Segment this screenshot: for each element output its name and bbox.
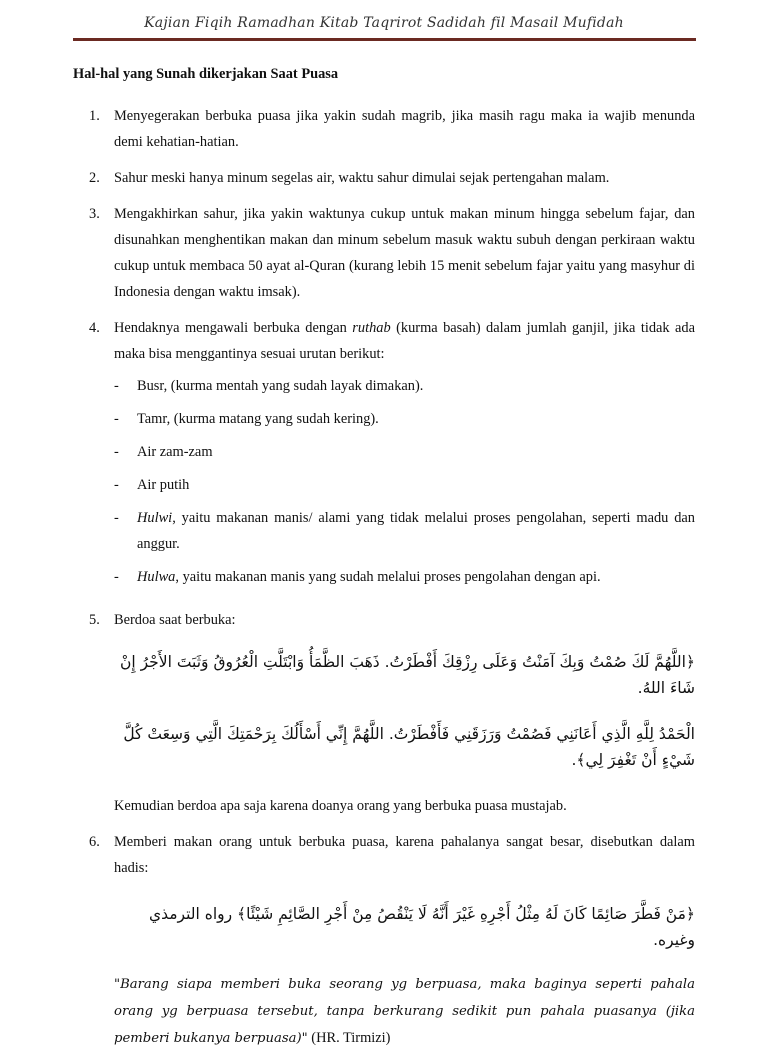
item-number: 3.	[89, 206, 100, 222]
item-number: 4.	[89, 320, 100, 336]
list-item	[73, 829, 695, 1052]
item-number: 2.	[89, 170, 100, 186]
sub-item-text: Air zam-zam	[137, 444, 213, 460]
sub-item-italic: Hulwa	[137, 569, 176, 585]
doa-arabic-line: ﴿اللَّهُمَّ لَكَ صُمْتُ وَبِكَ آمَنْتُ وَعَلَى رِزْقِكَ أَفْطَرْتُ. ذَهَبَ الظَّمَأُ وَابْتَلَّتِ الْعُرُوقُ وَثَبَتَ الأَجْرُ إِنْ شَاءَ اللهُ.	[120, 653, 695, 697]
list-item	[73, 165, 695, 191]
doa-arabic	[114, 649, 695, 773]
dash-bullet: -	[114, 411, 119, 427]
item-number: 1.	[89, 108, 100, 124]
running-header: Kajian Fiqih Ramadhan Kitab Taqrirot Sadidah fil Masail Mufidah	[144, 15, 624, 31]
doa-note: Kemudian berdoa apa saja karena doanya orang yang berbuka puasa mustajab.	[114, 798, 567, 814]
section-title: Hal-hal yang Sunah dikerjakan Saat Puasa	[73, 66, 339, 82]
sub-item-italic: Hulwi	[137, 510, 173, 526]
item-number: 6.	[89, 834, 100, 850]
sub-list-item	[73, 439, 695, 465]
list-item	[73, 103, 695, 155]
dash-bullet: -	[114, 378, 119, 394]
sub-item-text: , yaitu makanan manis/ alami yang tidak melalui proses pengolahan, seperti madu dan anggur.	[137, 510, 695, 552]
breaking-fast-order-list	[73, 373, 695, 590]
item-text-part: (kurma basah) dalam jumlah ganjil, jika tidak ada maka bisa menggantinya sesuai urutan berikut:	[114, 320, 696, 362]
sub-list-item	[73, 505, 695, 557]
dash-bullet: -	[114, 569, 119, 585]
sub-item-text: , yaitu makanan manis yang sudah melalui proses pengolahan dengan api.	[175, 569, 601, 585]
sub-item-text: Busr, (kurma mentah yang sudah layak dimakan).	[137, 378, 424, 394]
dash-bullet: -	[114, 477, 119, 493]
item-text-part: Hendaknya mengawali berbuka dengan	[114, 320, 353, 336]
hadith-translation	[114, 971, 695, 1052]
list-item	[73, 607, 695, 819]
sunnah-list	[73, 103, 695, 1052]
sub-item-text: Air putih	[137, 477, 190, 493]
sub-list-item	[73, 406, 695, 432]
item-text: Mengakhirkan sahur, jika yakin waktunya cukup untuk makan minum hingga sebelum fajar, dan disunahkan menghentikan makan dan minum sebelum masuk waktu subuh dengan perkiraan waktu cukup untuk membaca 50 ayat al-Quran (kurang lebih 15 menit sebelum fajar yaitu yang masyhur di Indonesia dengan waktu imsak).	[114, 206, 695, 300]
hadith-arabic: ﴿مَنْ فَطَّرَ صَائِمًا كَانَ لَهُ مِثْلُ أَجْرِهِ غَيْرَ أَنَّهُ لَا يَنْقُصُ مِنْ أَجْرِ الصَّائِمِ شَيْئًا﴾ رواه الترمذي وغيره.	[148, 905, 695, 949]
sub-item-text: Tamr, (kurma matang yang sudah kering).	[137, 411, 379, 427]
list-item	[73, 201, 695, 305]
sub-list-item	[73, 564, 695, 590]
list-item	[73, 315, 695, 597]
item-text	[114, 829, 695, 1052]
item-text	[114, 315, 695, 597]
item-text: Menyegerakan berbuka puasa jika yakin sudah magrib, jika masih ragu maka ia wajib menunda demi kehatian-hatian.	[114, 108, 695, 150]
doa-arabic-line: الْحَمْدُ لِلَّهِ الَّذِي أَعَانَنِي فَصُمْتُ وَرَزَقَنِي فَأَفْطَرْتُ. اللَّهُمَّ إِنِّي أَسْأَلُكَ بِرَحْمَتِكَ الَّتِي وَسِعَتْ كُلَّ شَيْءٍ أَنْ تَغْفِرَ لِي﴾.	[123, 725, 695, 769]
dash-bullet: -	[114, 444, 119, 460]
item-text-part: Memberi makan orang untuk berbuka puasa, karena pahalanya sangat besar, disebutkan dalam hadis:	[114, 834, 695, 876]
document-body	[73, 66, 695, 1062]
translation-text: "Barang siapa memberi buka seorang yg berpuasa, maka baginya seperti pahala orang yg berpuasa tersebut, tanpa berkurang sedikit pun pahala puasanya (jika pemberi bukanya berpuasa)"	[114, 977, 695, 1046]
dash-bullet: -	[114, 510, 119, 526]
item-text	[114, 607, 695, 819]
item-text: Sahur meski hanya minum segelas air, waktu sahur dimulai sejak pertengahan malam.	[114, 170, 610, 186]
sub-list-item	[73, 373, 695, 399]
sub-list-item	[73, 472, 695, 498]
item-number: 5.	[89, 612, 100, 628]
item-text-italic: ruthab	[352, 320, 391, 336]
item-text-part: Berdoa saat berbuka:	[114, 612, 236, 628]
hadith-source: (HR. Tirmizi)	[307, 1030, 391, 1046]
header-rule	[73, 38, 696, 41]
